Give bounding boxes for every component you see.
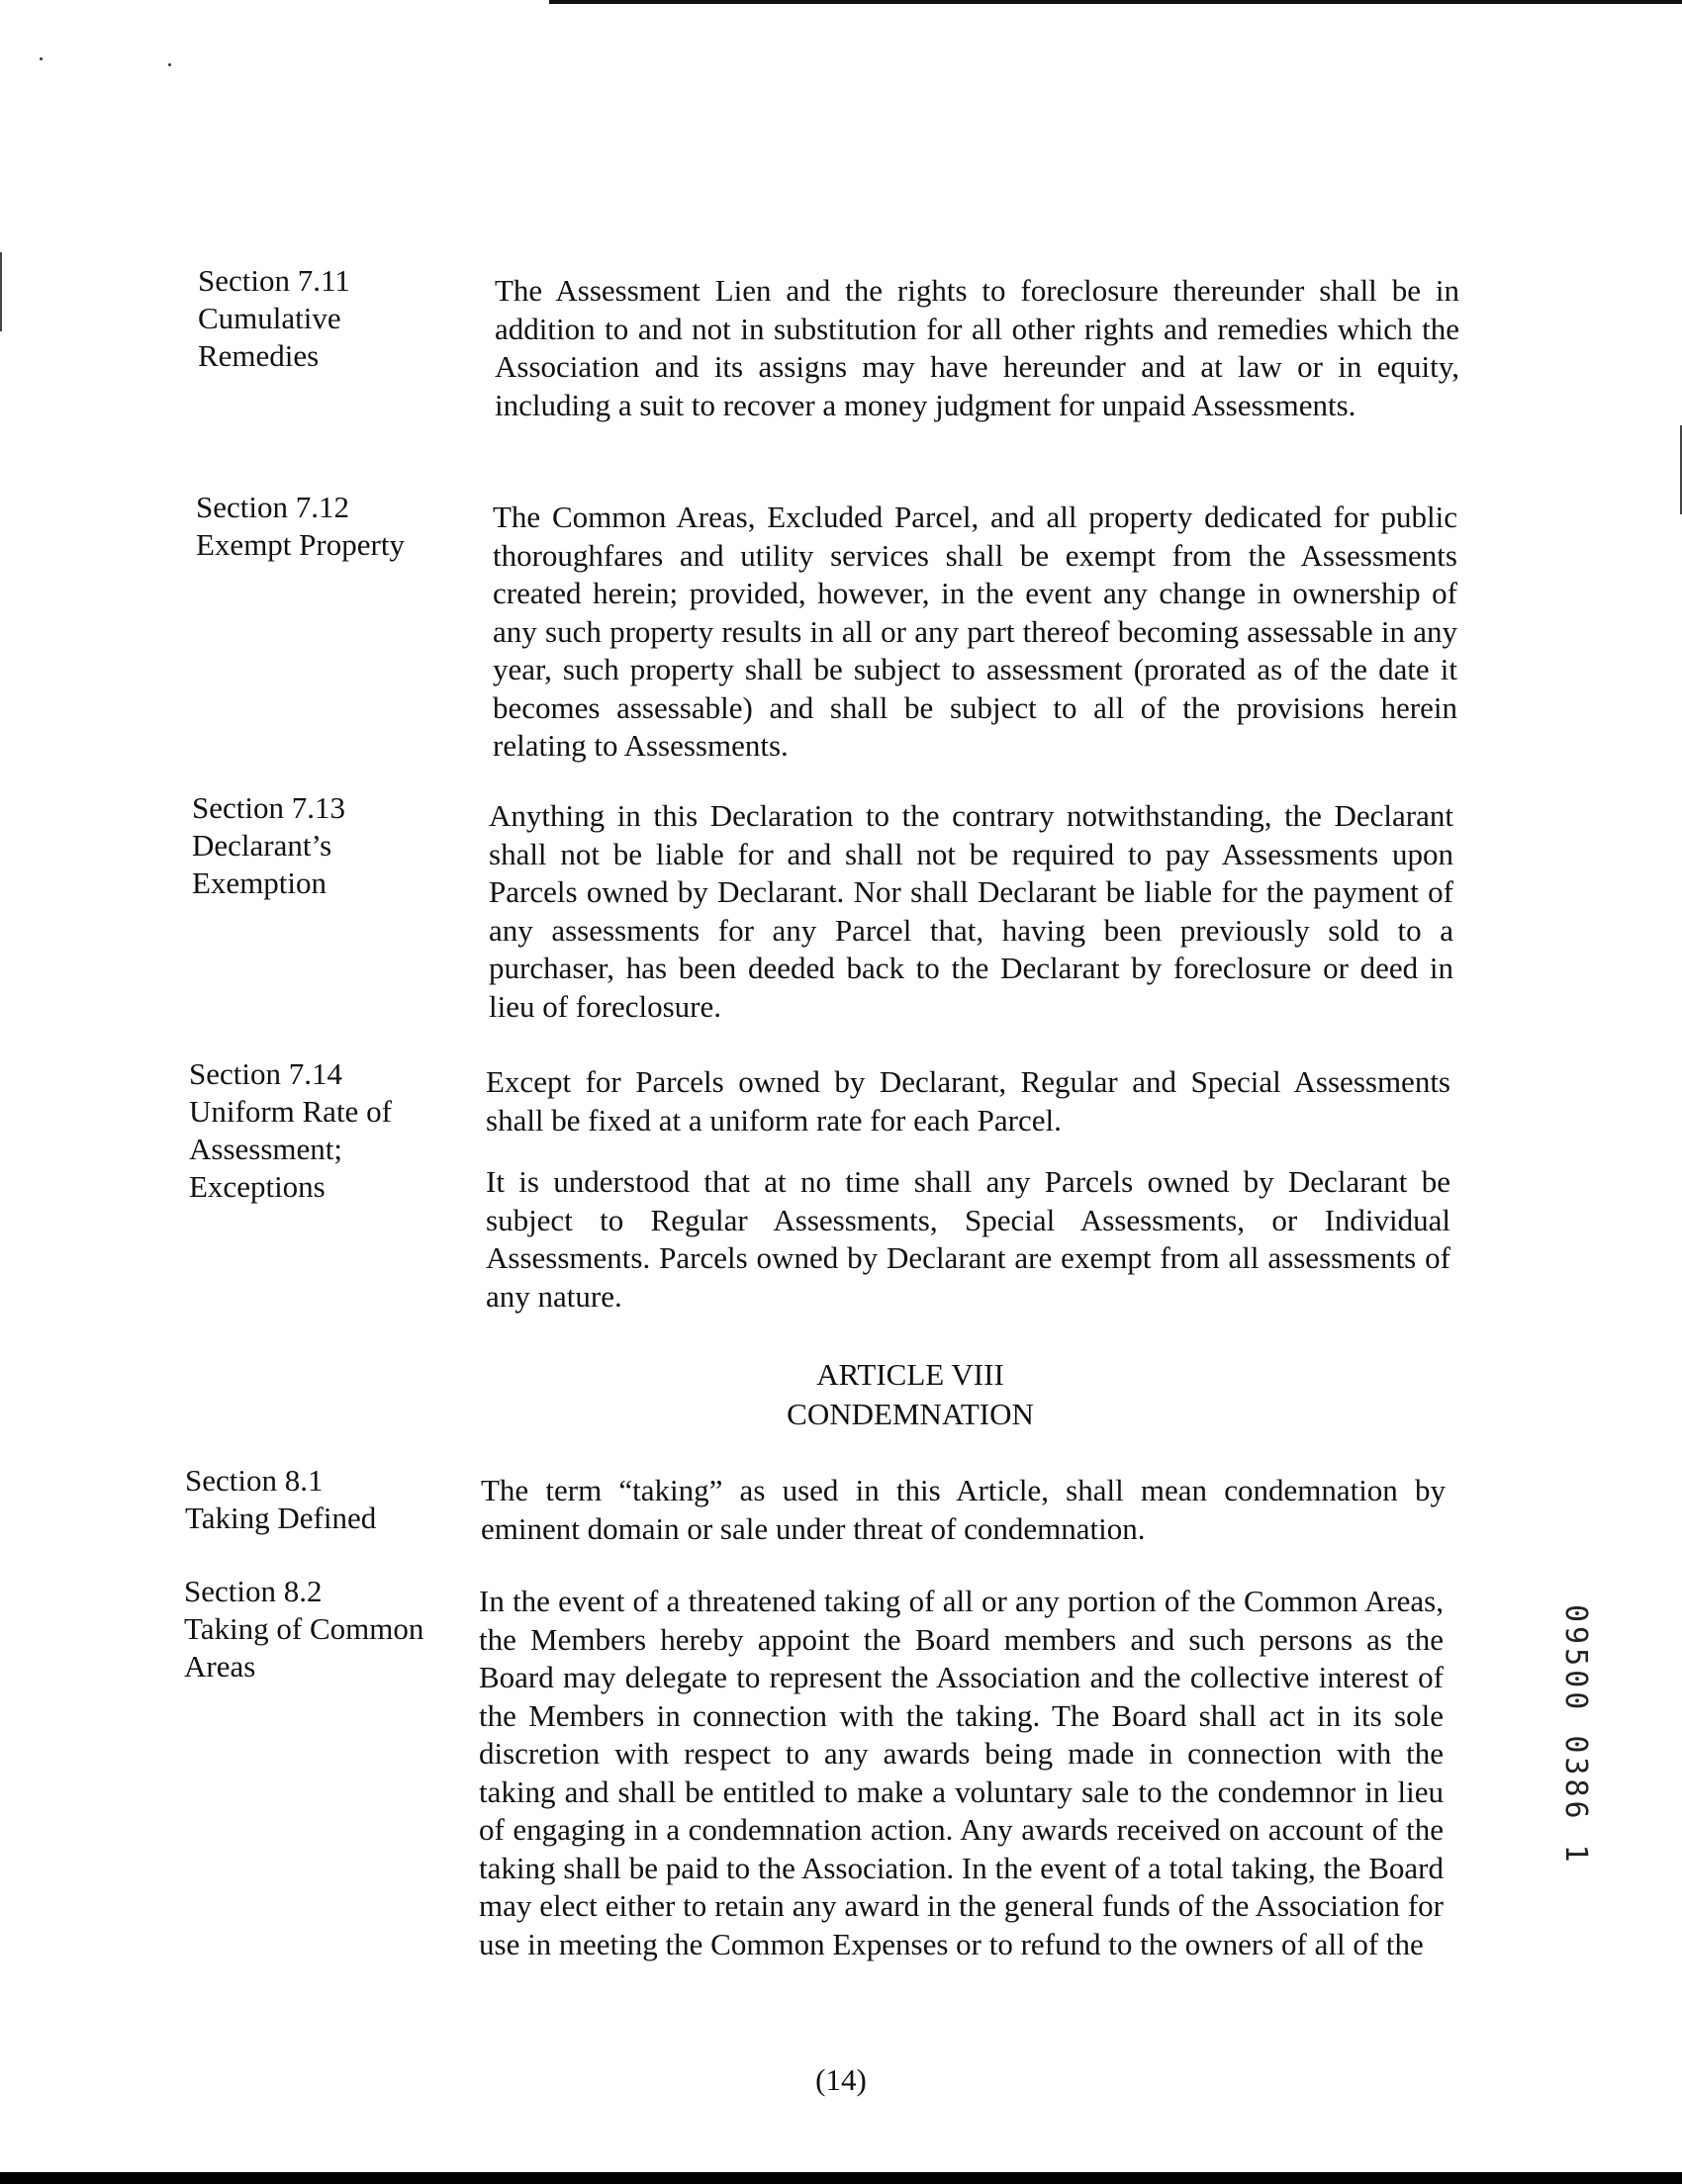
section-body: [489, 797, 1453, 1042]
article-heading: [0, 1355, 1682, 1434]
section-body: [486, 1063, 1450, 1331]
section-body: [493, 499, 1457, 781]
section-label: Section 7.11 Cumulative Remedies: [198, 263, 350, 373]
section-body: [495, 272, 1459, 440]
paragraph: The Assessment Lien and the rights to foreclosure thereunder shall be in addition to and not in substitution for all other rights and remedies which the Association and its assigns may have hereunder and at law or in equity, including a suit to recover a money judgment for unpaid Assessments.: [495, 273, 1459, 422]
paragraph: The Common Areas, Excluded Parcel, and all property dedicated for public thoroughfares and utility services shall be exempt from the Assessments created herein; provided, however, in the event any change in ownership of any such property results in all or any part thereof becoming assessable in any year, such property shall be subject to assessment (prorated as of the date it becomes assessable) and shall be subject to all of the provisions herein relating to Assessments.: [493, 500, 1457, 763]
scan-mark-left: [0, 252, 2, 331]
section-body: [481, 1472, 1446, 1564]
section-label: Section 7.13 Declarant’s Exemption: [192, 790, 345, 900]
top-edge-line: [549, 0, 1682, 4]
article-number: ARTICLE VIII: [816, 1357, 1004, 1392]
section-label: Section 8.2 Taking of Common Areas: [184, 1574, 424, 1684]
bottom-edge-bar: [0, 2172, 1682, 2184]
page-number: (14): [815, 2062, 867, 2097]
scan-speck: [168, 63, 171, 66]
paragraph: The term “taking” as used in this Article, shall mean condemnation by eminent domain or sale under threat of condemnation.: [481, 1473, 1446, 1546]
section-body: [479, 1583, 1444, 1979]
section-label: Section 7.12 Exempt Property: [196, 490, 405, 562]
scan-speck: [40, 57, 43, 60]
section-label: Section 8.1 Taking Defined: [185, 1463, 377, 1535]
section-label: Section 7.14 Uniform Rate of Assessment; Exceptions: [189, 1056, 392, 1204]
paragraph: In the event of a threatened taking of all or any portion of the Common Areas, the Members hereby appoint the Board members and such persons as the Board may delegate to represent the Association and the collective interest of the Members in connection with the taking. The Board shall act in its sole discretion with respect to any awards being made in connection with the taking and shall be entitled to make a voluntary sale to the condemnor in lieu of engaging in a condemnation action. Any awards received on account of the taking shall be paid to the Association. In the event of a total taking, the Board may elect either to retain any award in the general funds of the Association for use in meeting the Common Expenses or to refund to the owners of all of the: [479, 1584, 1444, 1961]
paragraph: Anything in this Declaration to the contrary notwithstanding, the Declarant shall not be liable for and shall not be required to pay Assessments upon Parcels owned by Declarant. Nor shall Declarant be liable for the payment of any assessments for any Parcel that, having been previously sold to a purchaser, has been deeded back to the Declarant by foreclosure or deed in lieu of foreclosure.: [489, 798, 1453, 1024]
margin-stamp: 09500 0386 1: [1558, 1604, 1593, 1866]
paragraph: It is understood that at no time shall any Parcels owned by Declarant be subject to Regular Assessments, Special Assessments, or Individual Assessments. Parcels owned by Declarant are exempt from all assessments of any nature.: [486, 1164, 1450, 1314]
article-title: CONDEMNATION: [787, 1397, 1034, 1431]
paragraph: Except for Parcels owned by Declarant, Regular and Special Assessments shall be fixed at a uniform rate for each Parcel.: [486, 1064, 1450, 1138]
